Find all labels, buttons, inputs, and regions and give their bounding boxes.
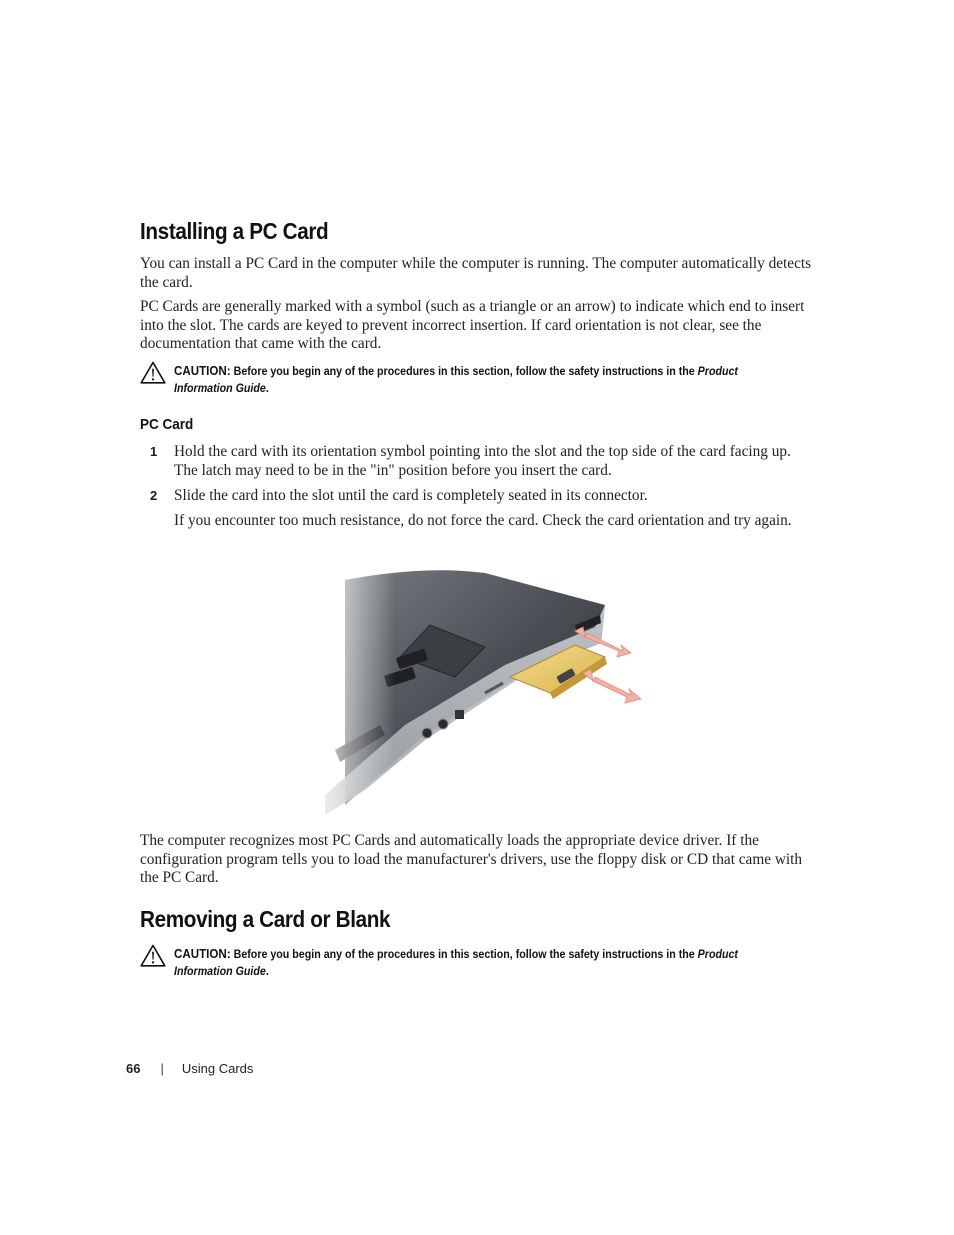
step-item-2 [150,487,815,530]
caution-note-1 [140,363,820,397]
caution-triangle-icon [140,944,166,967]
subheading-pc-card: PC Card [140,416,194,433]
caution-text [174,946,768,980]
footer-section-name: Using Cards [181,1061,254,1076]
pc-card-insertion-illustration [305,565,655,825]
page-footer [126,1061,253,1076]
footer-separator: | [160,1061,164,1076]
caution-end: . [265,965,269,978]
page-number: 66 [126,1061,141,1076]
caution-label: CAUTION: [174,947,231,961]
caution-label: CAUTION: [174,364,231,378]
caution-end: . [265,382,269,395]
driver-paragraph: The computer recognizes most PC Cards and automatically loads the appropriate device driver. If the configuration program tells you to load the manufacturer's drivers, use the floppy disk or CD that came with the PC Card. [140,832,803,887]
section-title-removing: Removing a Card or Blank [140,906,391,932]
product-guide-title: Product Information Guide [174,948,738,978]
product-guide-title: Product Information Guide [174,365,738,395]
step-item-1 [150,443,815,480]
section-title-installing: Installing a PC Card [140,218,329,244]
intro-paragraph: You can install a PC Card in the computer while the computer is running. The computer automatically detects the card. [140,255,812,291]
caution-text [174,363,768,397]
caution-note-2 [140,946,820,980]
caution-body: Before you begin any of the procedures in this section, follow the safety instructions in the [233,365,695,378]
step-text: Hold the card with its orientation symbol pointing into the slot and the top side of the card facing up. The latch may need to be in the "in" position before you insert the card. [174,443,791,479]
orientation-paragraph: PC Cards are generally marked with a symbol (such as a triangle or an arrow) to indicate which end to insert into the slot. The cards are keyed to prevent incorrect insertion. If card orientation is not clear, see the documentation that came with the card. [140,298,805,353]
step-number: 1 [150,444,158,459]
caution-body: Before you begin any of the procedures in this section, follow the safety instructions in the [233,948,695,961]
caution-triangle-icon [140,361,166,384]
step-text: Slide the card into the slot until the card is completely seated in its connector. [174,487,648,504]
step-note: If you encounter too much resistance, do not force the card. Check the card orientation and try again. [174,511,792,529]
step-number: 2 [150,488,158,503]
